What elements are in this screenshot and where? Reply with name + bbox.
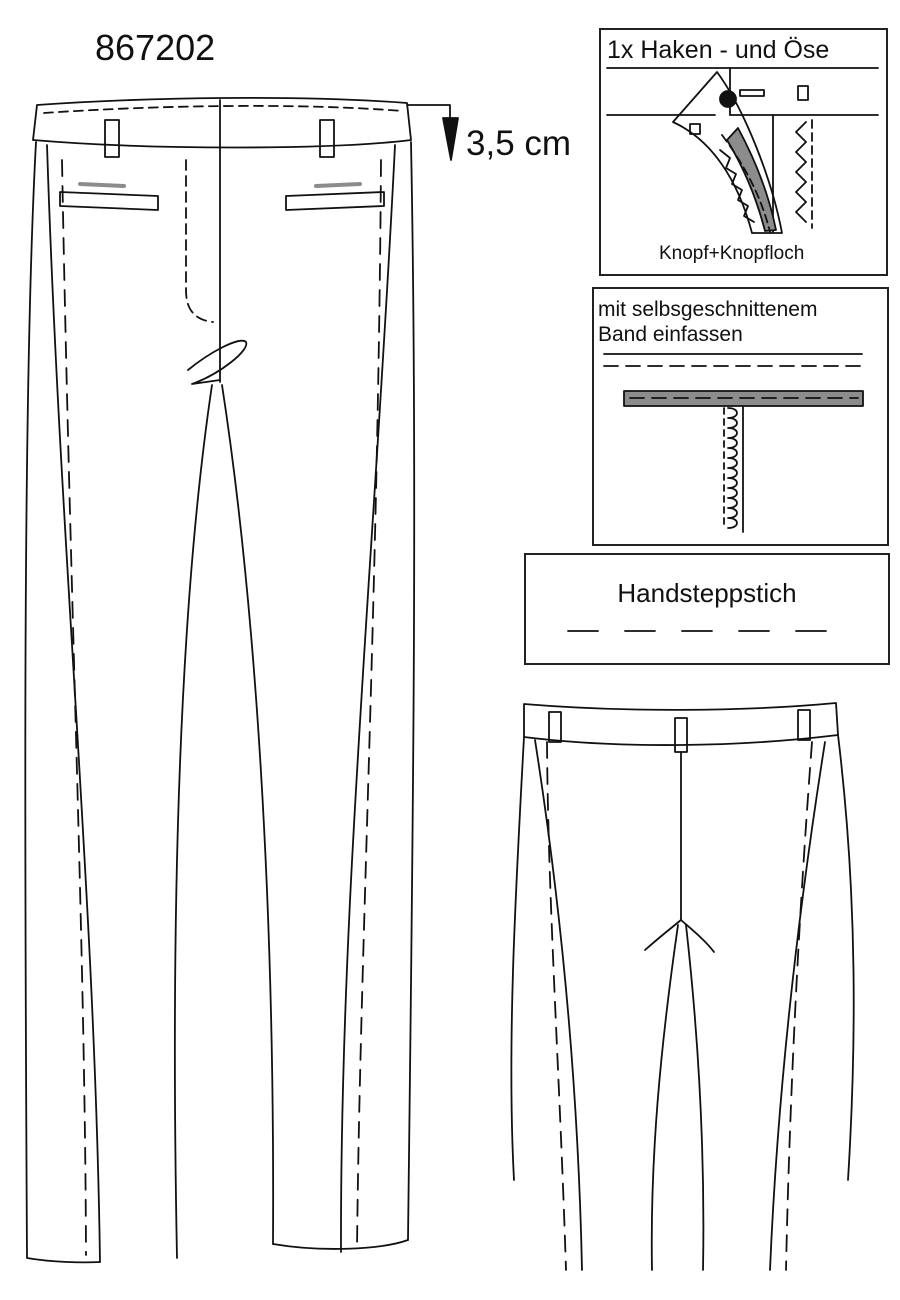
band-detail-box [592, 287, 889, 546]
front-pocket-right [286, 192, 384, 210]
back-left-leg-outer [511, 737, 524, 1180]
front-right-inseam [222, 385, 273, 1244]
back-belt-loop-left [549, 712, 561, 742]
waistband-measurement-label: 3,5 cm [466, 124, 572, 163]
front-belt-loop-left [105, 120, 119, 157]
back-waistband [524, 703, 838, 745]
front-view-trousers [25, 98, 458, 1262]
back-belt-loop-right [798, 710, 810, 740]
hook-detail-caption: Knopf+Knopfloch [659, 243, 805, 264]
hook-detail-title: 1x Haken - und Öse [607, 36, 830, 64]
model-number: 867202 [95, 27, 216, 68]
front-pocket-facing-right [316, 184, 360, 186]
front-pocket-left [60, 192, 158, 210]
back-crotch-curve [645, 920, 714, 952]
back-left-inseam [652, 925, 678, 1270]
back-right-side-seam [770, 742, 825, 1270]
front-pocket-facing-left [80, 184, 124, 186]
back-right-leg-outer [838, 735, 854, 1180]
measure-arrow-icon [443, 118, 458, 160]
front-crotch-curl [188, 341, 246, 384]
front-fly-stitch [186, 160, 213, 322]
front-left-leg-outer [25, 142, 100, 1262]
front-belt-loop-right [320, 120, 334, 157]
back-left-side-seam-stitch [547, 742, 566, 1270]
front-left-inseam [175, 385, 212, 1258]
hook-detail-box [599, 28, 888, 276]
back-belt-loop-center [675, 718, 687, 752]
stitch-legend-title: Handsteppstich [617, 578, 797, 608]
front-left-side-seam [47, 145, 100, 1262]
back-view-trousers [511, 703, 853, 1270]
front-waistband-topstitch [44, 106, 403, 113]
stitch-legend-box [524, 553, 890, 665]
front-waistband [33, 98, 411, 148]
front-left-side-seam-stitch [62, 160, 86, 1255]
front-right-side-seam [341, 145, 395, 1252]
back-left-side-seam [535, 740, 582, 1270]
front-right-leg-outer [408, 142, 414, 1240]
back-right-inseam [686, 925, 703, 1270]
band-detail-title: mit selbsgeschnittenem Band einfassen [598, 298, 818, 347]
